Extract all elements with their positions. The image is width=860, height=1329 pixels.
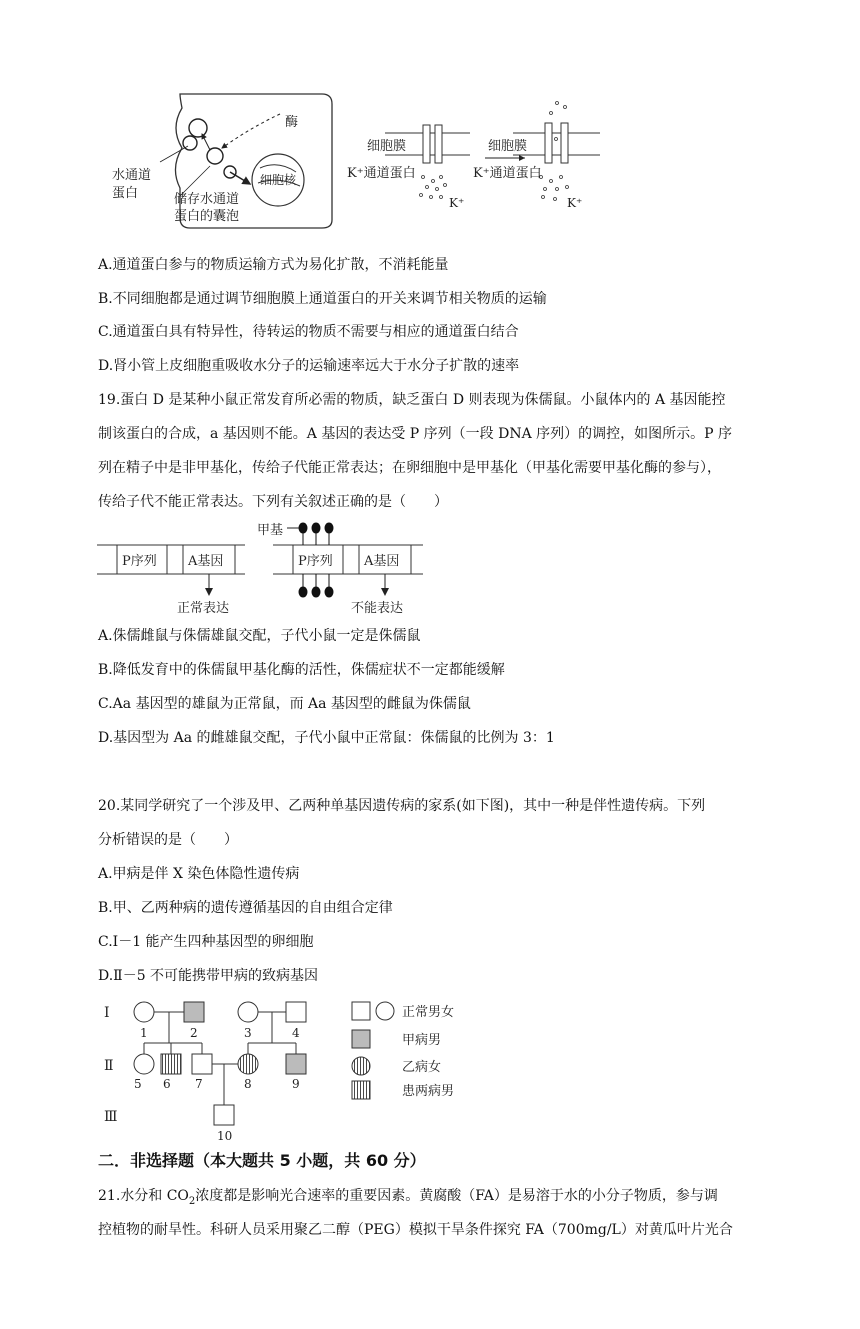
k-ion-label-left: K⁺ — [449, 196, 465, 210]
pedigree-i1 — [134, 1002, 154, 1022]
pedigree-i4 — [286, 1002, 306, 1022]
pedigree-id-1: 1 — [140, 1026, 148, 1040]
water-channel-label-1: 水通道 — [112, 168, 152, 183]
water-channel-figure — [110, 88, 340, 233]
result-label-left: 正常表达 — [177, 601, 230, 616]
q18-option-b: B.不同细胞都是通过调节细胞膜上通道蛋白的开关来调节相关物质的运输 — [98, 291, 547, 307]
pedigree-ii7 — [192, 1054, 212, 1074]
pedigree-id-8: 8 — [244, 1077, 252, 1091]
methylation-figure — [95, 516, 435, 616]
q20-option-a: A.甲病是伴 X 染色体隐性遗传病 — [98, 866, 300, 882]
membrane-label-left: 细胞膜 — [367, 139, 407, 154]
q21-line-1: 21.水分和 $CO_2$浓度都是影响光合速率的重要因素。黄腐酸（FA）是易溶于水的小分子物质，参与调 — [98, 1188, 718, 1207]
pedigree-chart — [98, 995, 468, 1145]
k-ion-label-right: K⁺ — [567, 196, 583, 210]
pedigree-id-10: 10 — [217, 1129, 233, 1143]
q19-stem-line-4: 传给子代不能正常表达。下列有关叙述正确的是（ ） — [98, 494, 448, 510]
result-label-right: 不能表达 — [351, 601, 404, 616]
a-gene-label-left: A基因 — [188, 554, 224, 569]
pedigree-id-6: 6 — [163, 1077, 171, 1091]
generation-label-2: Ⅱ — [104, 1058, 114, 1074]
water-channel-label-2: 蛋白 — [112, 186, 139, 201]
pedigree-id-2: 2 — [190, 1026, 198, 1040]
q19-option-c: C.Aa 基因型的雄鼠为正常鼠，而 Aa 基因型的雌鼠为侏儒鼠 — [98, 696, 471, 712]
q21-line-2: 控植物的耐旱性。科研人员采用聚乙二醇（PEG）模拟干旱条件探究 FA（700mg/L）对黄瓜叶片光合 — [98, 1222, 733, 1238]
pedigree-ii5 — [134, 1054, 154, 1074]
enzyme-label: 酶 — [285, 115, 299, 130]
section-heading-nonchoice: 二．非选择题（本大题共 5 小题，共 60 分） — [98, 1151, 426, 1170]
q19-option-d: D.基因型为 Aa 的雌雄鼠交配，子代小鼠中正常鼠：侏儒鼠的比例为 3：1 — [98, 730, 555, 746]
pedigree-id-5: 5 — [134, 1077, 142, 1091]
q19-option-b: B.降低发育中的侏儒鼠甲基化酶的活性，侏儒症状不一定都能缓解 — [98, 662, 505, 678]
pedigree-id-4: 4 — [292, 1026, 300, 1040]
q19-option-a: A.侏儒雌鼠与侏儒雄鼠交配，子代小鼠一定是侏儒鼠 — [98, 628, 421, 644]
k-protein-label-left: K⁺通道蛋白 — [347, 166, 416, 181]
q20-option-d: D.Ⅱ－5 不可能携带甲病的致病基因 — [98, 968, 319, 984]
vesicle-label-2: 蛋白的囊泡 — [174, 209, 240, 224]
pedigree-i3 — [238, 1002, 258, 1022]
q20-stem-line-2: 分析错误的是（ ） — [98, 832, 238, 848]
q18-option-c: C.通道蛋白具有特异性，待转运的物质不需要与相应的通道蛋白结合 — [98, 324, 519, 340]
legend-both-diseases-male: 患两病男 — [402, 1084, 455, 1099]
pedigree-ii8 — [238, 1054, 258, 1074]
generation-label-3: Ⅲ — [104, 1109, 118, 1125]
pedigree-ii6 — [161, 1054, 181, 1074]
cell-outline — [175, 94, 332, 228]
q19-stem-line-1: 19.蛋白 D 是某种小鼠正常发育所必需的物质，缺乏蛋白 D 则表现为侏儒鼠。小鼠体内的 A 基因能控 — [98, 392, 726, 408]
pedigree-i2 — [184, 1002, 204, 1022]
pedigree-ii9 — [286, 1054, 306, 1074]
legend-disease-jia-male: 甲病男 — [402, 1033, 442, 1048]
q19-stem-line-3: 列在精子中是非甲基化，传给子代能正常表达；在卵细胞中是甲基化（甲基化需要甲基化酶的参与）， — [98, 460, 721, 476]
k-channel-figure — [345, 95, 610, 215]
nucleus-label: 细胞核 — [260, 173, 297, 187]
vesicle-label-1: 储存水通道 — [174, 192, 240, 207]
k-ions-left — [420, 176, 447, 199]
q19-stem-line-2: 制该蛋白的合成，a 基因则不能。A 基因的表达受 P 序列（一段 DNA 序列）的调控，如图所示。P 序 — [98, 426, 733, 442]
q18-option-a: A.通道蛋白参与的物质运输方式为易化扩散，不消耗能量 — [98, 257, 449, 273]
q20-option-c: C.Ⅰ－1 能产生四种基因型的卵细胞 — [98, 934, 314, 950]
q20-option-b: B.甲、乙两种病的遗传遵循基因的自由组合定律 — [98, 900, 393, 916]
pedigree-id-7: 7 — [195, 1077, 203, 1091]
p-seq-label-left: P序列 — [122, 554, 157, 569]
methyl-label: 甲基 — [257, 523, 284, 538]
q18-option-d: D.肾小管上皮细胞重吸收水分子的运输速率远大于水分子扩散的速率 — [98, 358, 520, 374]
p-seq-label-right: P序列 — [298, 554, 333, 569]
legend-normal: 正常男女 — [402, 1005, 455, 1020]
pedigree-iii10 — [214, 1105, 234, 1125]
a-gene-label-right: A基因 — [364, 554, 400, 569]
k-protein-label-right: K⁺通道蛋白 — [473, 166, 542, 181]
pedigree-id-9: 9 — [292, 1077, 300, 1091]
q20-stem-line-1: 20.某同学研究了一个涉及甲、乙两种单基因遗传病的家系(如下图)，其中一种是伴性遗传病。下列 — [98, 798, 706, 814]
pedigree-id-3: 3 — [244, 1026, 252, 1040]
generation-label-1: Ⅰ — [104, 1005, 110, 1021]
legend-disease-yi-female: 乙病女 — [402, 1060, 442, 1075]
membrane-label-right: 细胞膜 — [488, 139, 528, 154]
